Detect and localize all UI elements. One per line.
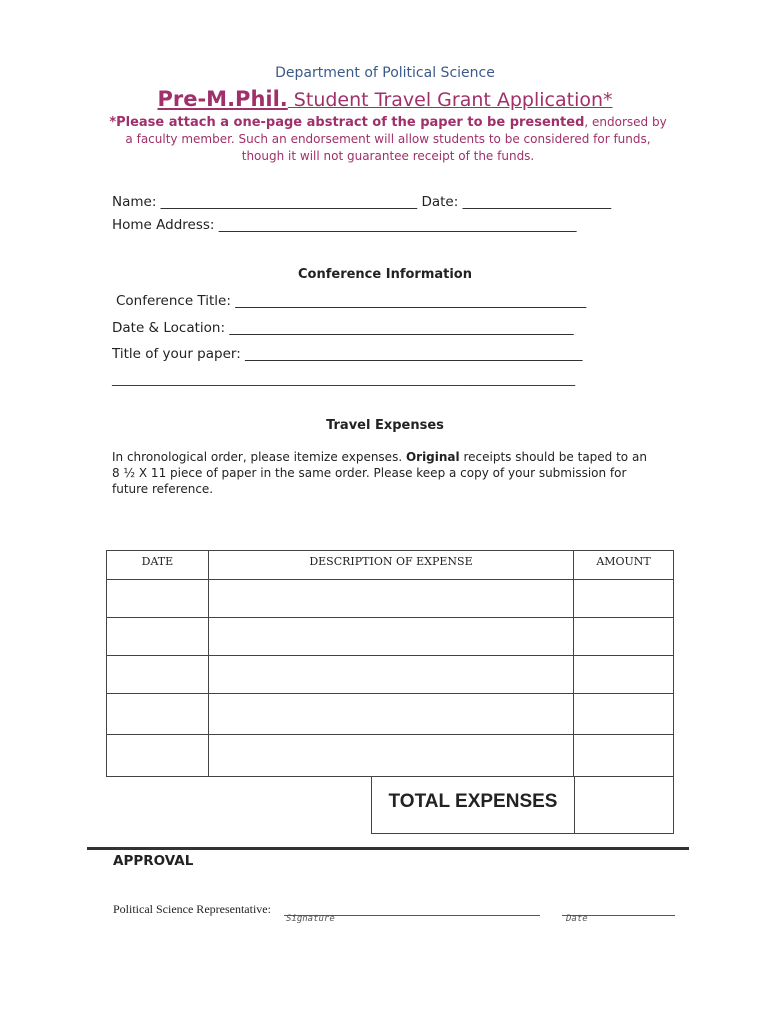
date-caption: Date [566,914,588,924]
expense-table-header [107,551,674,580]
conference-title-field[interactable]: Conference Title: ____________________________________________________ [116,293,587,309]
amount-cell[interactable] [574,694,674,735]
instructions-bold: Original [405,450,460,464]
total-amount-cell[interactable] [574,777,674,834]
table-row [107,618,674,656]
table-row [107,656,674,694]
date-cell[interactable] [107,656,209,694]
signature-caption: Signature [286,914,335,924]
total-expenses-label-box [371,777,575,834]
description-cell[interactable] [208,618,573,656]
expense-table [106,550,674,777]
rep-label: Political Science Representative: [113,902,271,916]
description-cell[interactable] [208,656,573,694]
amount-cell[interactable] [574,656,674,694]
amount-cell[interactable] [574,580,674,618]
section-divider [87,847,689,850]
home-address-field[interactable]: Home Address: _____________________________________________________ [112,217,577,233]
abstract-note-rest: , endorsed by a faculty member. Such an endorsement will allow students to be considered for funds, though it will not guarantee receipt of the funds. [125,115,667,163]
abstract-note [108,114,668,165]
total-expenses-label: TOTAL EXPENSES [388,791,558,812]
description-cell[interactable] [208,694,573,735]
expense-instructions [112,449,657,497]
column-header-description: DESCRIPTION OF EXPENSE [208,551,573,580]
amount-cell[interactable] [574,618,674,656]
column-header-date: DATE [107,551,209,580]
instructions-post: receipts should be taped to an 8 ½ X 11 piece of paper in the same order. Please keep a copy of your submission for future reference. [112,450,647,496]
paper-title-field[interactable]: Title of your paper: __________________________________________________ [112,346,583,362]
instructions-pre: In chronological order, please itemize expenses. [112,450,406,464]
date-cell[interactable] [107,735,209,777]
table-row [107,580,674,618]
table-row [107,735,674,777]
department-heading: Department of Political Science [275,65,495,81]
column-header-amount: AMOUNT [574,551,674,580]
program-name: Pre-M.Phil. [157,87,288,111]
conference-heading: Conference Information [298,267,472,282]
approval-heading: APPROVAL [113,853,194,869]
paper-title-continued-line[interactable]: ____________________________________________________________________________ [112,372,576,386]
description-cell[interactable] [208,735,573,777]
description-cell[interactable] [208,580,573,618]
name-date-field[interactable]: Name: ______________________________________ Date: ______________________ [112,194,612,210]
form-title-text: Student Travel Grant Application* [287,89,613,111]
date-cell[interactable] [107,694,209,735]
amount-cell[interactable] [574,735,674,777]
date-location-field[interactable]: Date & Location: ___________________________________________________ [112,320,574,336]
date-cell[interactable] [107,580,209,618]
abstract-note-bold: *Please attach a one-page abstract of the paper to be presented [109,115,585,130]
travel-expenses-heading: Travel Expenses [326,418,444,433]
table-row [107,694,674,735]
form-title [0,87,770,111]
date-cell[interactable] [107,618,209,656]
